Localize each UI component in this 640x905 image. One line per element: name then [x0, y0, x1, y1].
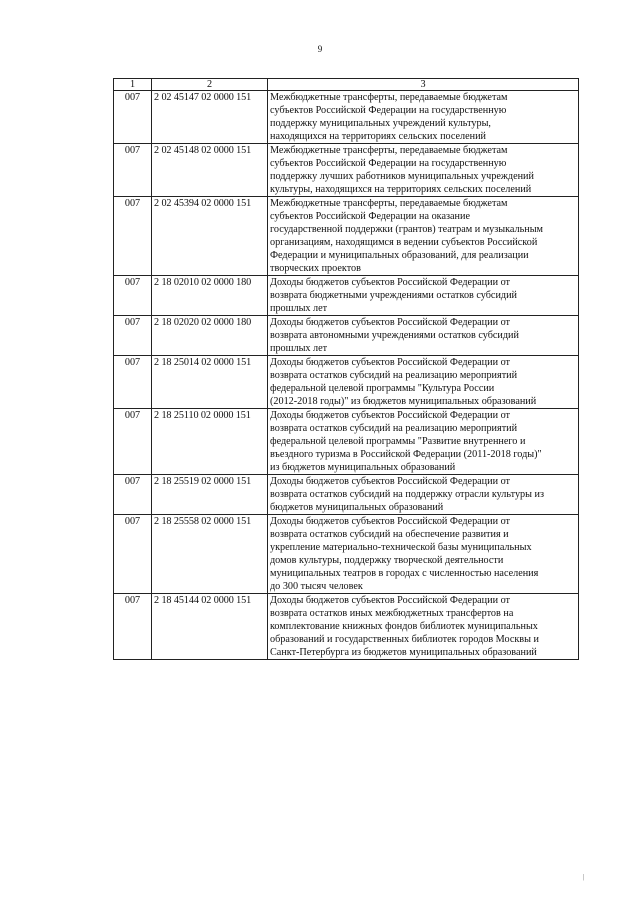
description-line: организациям, находящимся в ведении субъектов Российской — [270, 237, 538, 248]
description-line: Доходы бюджетов субъектов Российской Федерации от — [270, 317, 510, 328]
admin-code-cell: 007 — [114, 91, 152, 144]
description-line: Межбюджетные трансферты, передаваемые бюджетам — [270, 198, 508, 209]
table-row — [114, 356, 579, 409]
budget-code-cell: 2 18 25110 02 0000 151 — [152, 409, 268, 475]
table-row — [114, 475, 579, 515]
description-line: возврата остатков субсидий на поддержку отрасли культуры из — [270, 489, 544, 500]
table-row — [114, 316, 579, 356]
budget-code-cell: 2 18 25558 02 0000 151 — [152, 515, 268, 594]
description-line: въездного туризма в Российской Федерации (2011-2018 годы)" — [270, 449, 542, 460]
description-line: Доходы бюджетов субъектов Российской Федерации от — [270, 476, 510, 487]
admin-code-cell: 007 — [114, 594, 152, 660]
admin-code-cell: 007 — [114, 316, 152, 356]
description-line: федеральной целевой программы "Культура России — [270, 383, 495, 394]
table-body — [114, 91, 579, 660]
description-line: Доходы бюджетов субъектов Российской Федерации от — [270, 516, 510, 527]
description-cell — [268, 91, 579, 144]
budget-code-cell: 2 18 45144 02 0000 151 — [152, 594, 268, 660]
budget-code-cell: 2 02 45394 02 0000 151 — [152, 197, 268, 276]
description-cell — [268, 356, 579, 409]
admin-code-cell: 007 — [114, 197, 152, 276]
budget-code-cell: 2 18 02020 02 0000 180 — [152, 316, 268, 356]
header-col-3: 3 — [268, 79, 579, 91]
description-line: творческих проектов — [270, 263, 361, 274]
description-line: прошлых лет — [270, 303, 328, 314]
description-line: муниципальных театров в городах с численностью населения — [270, 568, 539, 579]
description-line: культуры, находящихся на территориях сельских поселений — [270, 184, 532, 195]
description-line: находящихся на территориях сельских поселений — [270, 131, 487, 142]
admin-code-cell: 007 — [114, 409, 152, 475]
admin-code-cell: 007 — [114, 356, 152, 409]
description-cell — [268, 197, 579, 276]
description-line: Межбюджетные трансферты, передаваемые бюджетам — [270, 145, 508, 156]
description-line: бюджетов муниципальных образований — [270, 502, 444, 513]
description-line: из бюджетов муниципальных образований — [270, 462, 456, 473]
header-row — [114, 79, 579, 91]
description-cell — [268, 409, 579, 475]
description-line: возврата автономными учреждениями остатков субсидий — [270, 330, 519, 341]
table-row — [114, 594, 579, 660]
budget-code-cell: 2 18 02010 02 0000 180 — [152, 276, 268, 316]
description-line: поддержку муниципальных учреждений культуры, — [270, 118, 491, 129]
description-line: укрепление материально-технической базы муниципальных — [270, 542, 532, 553]
description-cell — [268, 276, 579, 316]
budget-code-cell: 2 18 25519 02 0000 151 — [152, 475, 268, 515]
description-line: государственной поддержки (грантов) театрам и музыкальным — [270, 224, 544, 235]
admin-code-cell: 007 — [114, 144, 152, 197]
margin-mark: | — [582, 873, 584, 881]
description-line: Доходы бюджетов субъектов Российской Федерации от — [270, 595, 510, 606]
description-line: Санкт-Петербурга из бюджетов муниципальных образований — [270, 647, 537, 658]
description-cell — [268, 144, 579, 197]
description-line: возврата остатков субсидий на реализацию мероприятий — [270, 370, 518, 381]
description-line: возврата остатков субсидий на реализацию мероприятий — [270, 423, 518, 434]
admin-code-cell: 007 — [114, 515, 152, 594]
description-line: Федерации и муниципальных образований, для реализации — [270, 250, 529, 261]
table-row — [114, 515, 579, 594]
description-line: Доходы бюджетов субъектов Российской Федерации от — [270, 357, 510, 368]
admin-code-cell: 007 — [114, 475, 152, 515]
table-row — [114, 91, 579, 144]
table-row — [114, 276, 579, 316]
description-cell — [268, 316, 579, 356]
description-line: Межбюджетные трансферты, передаваемые бюджетам — [270, 92, 508, 103]
admin-code-cell: 007 — [114, 276, 152, 316]
table-row — [114, 144, 579, 197]
table-row — [114, 409, 579, 475]
budget-code-table — [113, 78, 579, 660]
budget-code-cell: 2 18 25014 02 0000 151 — [152, 356, 268, 409]
page-number: 9 — [317, 44, 323, 54]
table-row — [114, 197, 579, 276]
description-line: прошлых лет — [270, 343, 328, 354]
budget-code-cell: 2 02 45148 02 0000 151 — [152, 144, 268, 197]
description-line: субъектов Российской Федерации на государственную — [270, 158, 507, 169]
description-cell — [268, 475, 579, 515]
description-line: до 300 тысяч человек — [270, 581, 363, 592]
description-line: возврата бюджетными учреждениями остатков субсидий — [270, 290, 517, 301]
description-line: субъектов Российской Федерации на оказание — [270, 211, 470, 222]
description-line: домов культуры, поддержку творческой деятельности — [270, 555, 504, 566]
description-line: возврата остатков субсидий на обеспечение развития и — [270, 529, 509, 540]
budget-code-cell: 2 02 45147 02 0000 151 — [152, 91, 268, 144]
description-cell — [268, 515, 579, 594]
description-line: Доходы бюджетов субъектов Российской Федерации от — [270, 410, 510, 421]
description-line: поддержку лучших работников муниципальных учреждений — [270, 171, 534, 182]
description-line: субъектов Российской Федерации на государственную — [270, 105, 507, 116]
header-col-1: 1 — [114, 79, 152, 91]
description-cell — [268, 594, 579, 660]
description-line: возврата остатков иных межбюджетных трансфертов на — [270, 608, 514, 619]
description-line: федеральной целевой программы "Развитие внутреннего и — [270, 436, 526, 447]
description-line: комплектование книжных фондов библиотек муниципальных — [270, 621, 538, 632]
description-line: (2012-2018 годы)" из бюджетов муниципальных образований — [270, 396, 537, 407]
description-line: Доходы бюджетов субъектов Российской Федерации от — [270, 277, 510, 288]
header-col-2: 2 — [152, 79, 268, 91]
description-line: образований и государственных библиотек городов Москвы и — [270, 634, 539, 645]
